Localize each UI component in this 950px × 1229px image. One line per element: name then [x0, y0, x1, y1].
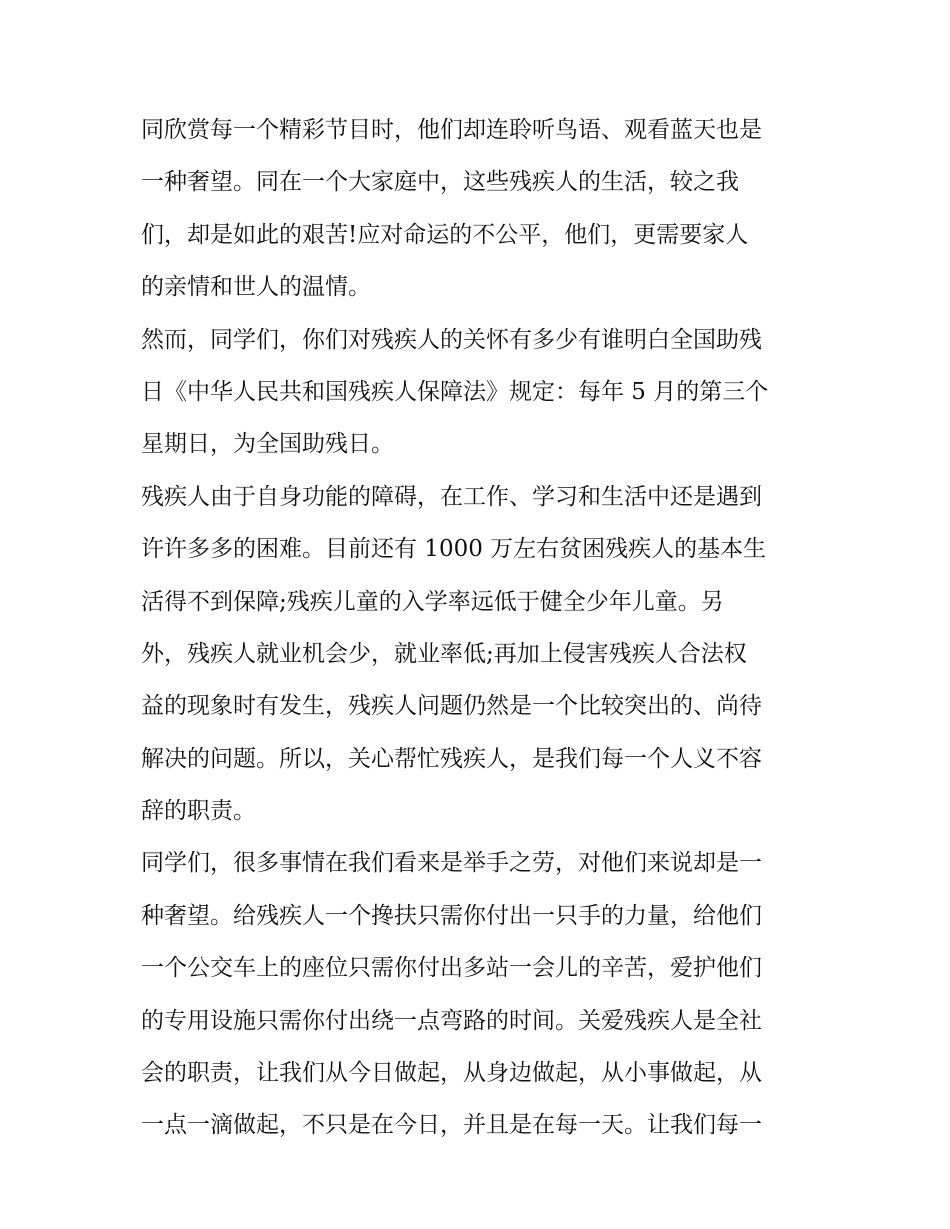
text-line: 一点一滴做起，不只是在今日，并且是在每一天。让我们每一	[141, 1112, 762, 1139]
text-line: 益的现象时有发生，残疾人问题仍然是一个比较突出的、尚待	[141, 693, 762, 720]
text-line: 一种奢望。同在一个大家庭中，这些残疾人的生活，较之我	[141, 169, 739, 196]
text-line: 的亲情和世人的温情。	[141, 274, 371, 301]
text-line: 日《中华人民共和国残疾人保障法》规定：每年 5 月的第三个	[141, 378, 769, 405]
text-line: 一个公交车上的座位只需你付出多站一会儿的辛苦，爱护他们	[141, 955, 762, 982]
text-line: 们，却是如此的艰苦!应对命运的不公平，他们，更需要家人	[141, 221, 749, 248]
text-line: 同学们，很多事情在我们看来是举手之劳，对他们来说却是一	[141, 850, 762, 877]
text-line: 残疾人由于自身功能的障碍，在工作、学习和生活中还是遇到	[141, 483, 762, 510]
text-line: 星期日，为全国助残日。	[141, 431, 394, 458]
text-line: 许许多多的困难。目前还有 1000 万左右贫困残疾人的基本生	[141, 536, 767, 563]
text-line: 然而，同学们，你们对残疾人的关怀有多少有谁明白全国助残	[141, 326, 762, 353]
text-line: 外，残疾人就业机会少，就业率低;再加上侵害残疾人合法权	[141, 640, 747, 667]
text-line: 解决的问题。所以，关心帮忙残疾人，是我们每一个人义不容	[141, 745, 762, 772]
text-line: 的专用设施只需你付出绕一点弯路的时间。关爱残疾人是全社	[141, 1007, 762, 1034]
text-line: 同欣赏每一个精彩节目时，他们却连聆听鸟语、观看蓝天也是	[141, 117, 762, 143]
body-text	[141, 104, 816, 1152]
text-line: 辞的职责。	[141, 798, 256, 825]
text-line: 活得不到保障;残疾儿童的入学率远低于健全少年儿童。另	[141, 588, 724, 615]
text-line: 会的职责，让我们从今日做起，从身边做起，从小事做起，从	[141, 1060, 762, 1087]
text-line: 种奢望。给残疾人一个搀扶只需你付出一只手的力量，给他们	[141, 902, 762, 929]
